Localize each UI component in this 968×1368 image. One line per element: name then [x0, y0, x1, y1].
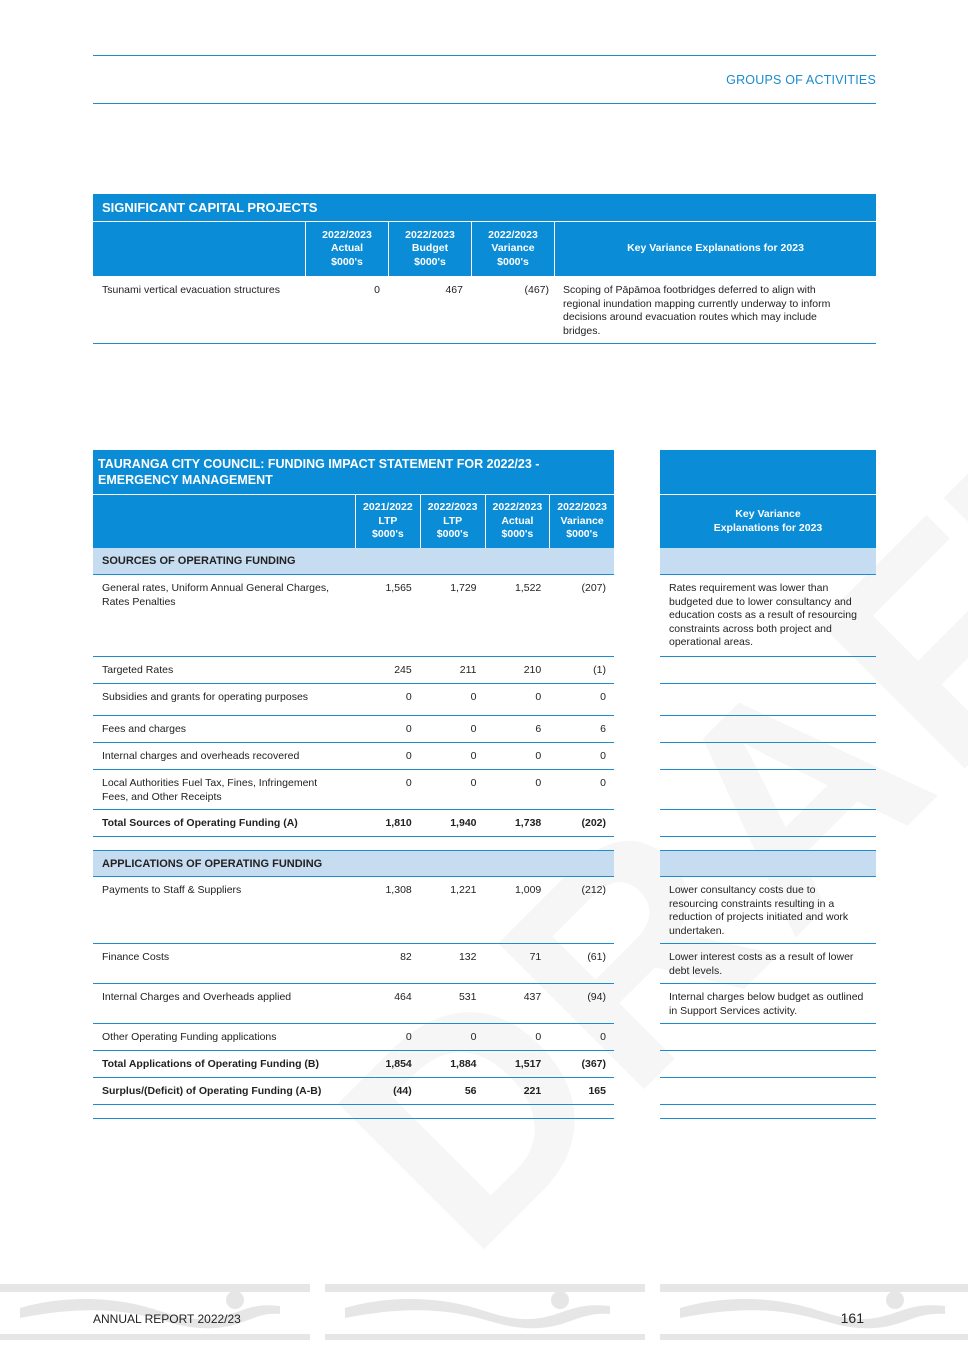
variance-empty: [660, 743, 876, 770]
row-label: Finance Costs: [102, 951, 170, 963]
row-value: 0: [405, 723, 412, 735]
total-applications-row: [93, 1051, 614, 1078]
variance-empty: [660, 716, 876, 743]
row-value: 0: [470, 1031, 477, 1043]
footer-report-title: ANNUAL REPORT 2022/23: [93, 1312, 241, 1326]
side-sources-band: [660, 548, 876, 575]
row-value: 531: [458, 991, 477, 1003]
table-row: [93, 716, 614, 743]
row-value: 0: [600, 691, 606, 703]
header-bottom-rule: [93, 103, 876, 104]
row-value: 0: [470, 750, 477, 762]
table-row: [93, 984, 614, 1024]
row-value: 0: [470, 723, 477, 735]
table-row: [93, 944, 614, 984]
capital-explanation: Scoping of Pāpāmoa footbridges deferred to align with regional inundation mapping currently underway to inform decisions around evacuation routes which may include bridges.: [563, 284, 831, 337]
row-value: 0: [535, 691, 542, 703]
table-row: [93, 276, 876, 344]
row-value: 0: [535, 750, 542, 762]
section-label: GROUPS OF ACTIVITIES: [726, 73, 876, 87]
side-header-top: [660, 450, 876, 494]
row-value: 211: [459, 664, 477, 676]
capital-header-budget: 2022/2023 Budget $000's: [388, 222, 471, 276]
row-value: 1,884: [450, 1058, 477, 1070]
row-value: 165: [588, 1085, 606, 1097]
row-value: 245: [394, 664, 412, 676]
row-label: Local Authorities Fuel Tax, Fines, Infringement Fees, and Other Receipts: [102, 777, 318, 803]
row-label: Internal charges and overheads recovered: [102, 750, 300, 762]
row-label: Payments to Staff & Suppliers: [102, 884, 242, 896]
side-header: Key Variance Explanations for 2023: [660, 494, 876, 548]
row-value: 1,517: [514, 1058, 542, 1070]
header-top-rule: [93, 55, 876, 56]
row-value: 221: [523, 1085, 542, 1097]
table-row: [93, 575, 614, 657]
fis-header-variance: 2022/2023 Variance $000's: [549, 495, 614, 548]
capital-budget: 467: [445, 284, 463, 296]
fis-header-ltp-2223: 2022/2023 LTP $000's: [420, 495, 485, 548]
row-value: 1,810: [385, 817, 412, 829]
variance-empty: [660, 810, 876, 837]
capital-project-name: Tsunami vertical evacuation structures: [102, 284, 280, 296]
variance-empty: [660, 770, 876, 810]
row-value: 82: [400, 951, 412, 963]
row-value: 1,729: [450, 582, 477, 594]
variance-explanations-table: [660, 450, 876, 1119]
variance-internal-charges: Internal charges below budget as outlined in Support Services activity.: [660, 984, 876, 1024]
row-label: Targeted Rates: [102, 664, 174, 676]
row-value: (94): [587, 991, 606, 1003]
capital-header-variance: 2022/2023 Variance $000's: [471, 222, 554, 276]
row-value: 1,565: [385, 582, 412, 594]
variance-empty: [660, 684, 876, 716]
row-value: 56: [464, 1085, 477, 1097]
fis-header-ltp-2122: 2021/2022 LTP $000's: [355, 495, 420, 548]
row-value: (207): [581, 582, 606, 594]
row-value: 0: [470, 691, 477, 703]
row-value: 6: [600, 723, 606, 735]
table-end-rule: [93, 1105, 614, 1119]
row-label: Surplus/(Deficit) of Operating Funding (A-B): [102, 1085, 322, 1097]
funding-impact-statement-table: [93, 450, 614, 1119]
row-value: 1,009: [514, 884, 542, 896]
capital-table-title: SIGNIFICANT CAPITAL PROJECTS: [93, 194, 876, 221]
row-label: General rates, Uniform Annual General Charges, Rates Penalties: [102, 582, 330, 608]
row-value: 437: [523, 991, 542, 1003]
row-value: (44): [393, 1085, 412, 1097]
row-value: 210: [523, 664, 542, 676]
row-label: Total Sources of Operating Funding (A): [102, 817, 298, 829]
row-value: 132: [458, 951, 477, 963]
row-value: 0: [535, 1031, 542, 1043]
row-label: Fees and charges: [102, 723, 187, 735]
row-label: Total Applications of Operating Funding (B): [102, 1058, 319, 1070]
row-label: Subsidies and grants for operating purposes: [102, 691, 309, 703]
table-row: [93, 657, 614, 684]
fis-title: TAURANGA CITY COUNCIL: FUNDING IMPACT STATEMENT FOR 2022/23 - EMERGENCY MANAGEMENT: [93, 450, 614, 494]
capital-actual: 0: [374, 284, 380, 296]
row-value: 0: [470, 777, 477, 789]
applications-heading: APPLICATIONS OF OPERATING FUNDING: [93, 850, 614, 877]
row-value: 6: [535, 723, 542, 735]
row-value: 0: [405, 750, 412, 762]
row-value: 1,738: [514, 817, 542, 829]
side-end-rule: [660, 1105, 876, 1119]
variance-empty: [660, 1024, 876, 1051]
row-value: 1,522: [514, 582, 542, 594]
row-label: Internal Charges and Overheads applied: [102, 991, 292, 1003]
variance-finance-costs: Lower interest costs as a result of lower debt levels.: [660, 944, 876, 984]
table-row: [93, 770, 614, 810]
row-value: 0: [405, 691, 412, 703]
row-value: 1,940: [450, 817, 477, 829]
variance-general-rates: Rates requirement was lower than budgeted due to lower consultancy and education costs as a result of resourcing constraints across both project and operational areas.: [660, 575, 876, 657]
capital-header-actual: 2022/2023 Actual $000's: [305, 222, 388, 276]
spacer: [93, 837, 614, 850]
row-value: 0: [405, 777, 412, 789]
capital-table-header: [93, 221, 876, 276]
row-value: 1,221: [450, 884, 477, 896]
capital-variance: (467): [524, 284, 549, 296]
row-value: 71: [529, 951, 542, 963]
table-row: [93, 1024, 614, 1051]
table-row: [93, 743, 614, 770]
fis-header: [93, 494, 614, 548]
fis-header-actual: 2022/2023 Actual $000's: [485, 495, 550, 548]
row-value: (212): [581, 884, 606, 896]
surplus-row: [93, 1078, 614, 1105]
variance-empty: [660, 657, 876, 684]
total-sources-row: [93, 810, 614, 837]
row-label: Other Operating Funding applications: [102, 1031, 277, 1043]
page-number: 161: [840, 1310, 864, 1326]
row-value: (202): [581, 817, 606, 829]
row-value: 1,854: [385, 1058, 412, 1070]
row-value: (367): [581, 1058, 606, 1070]
table-row: [93, 877, 614, 944]
row-value: 0: [535, 777, 542, 789]
variance-staff-suppliers: Lower consultancy costs due to resourcing constraints resulting in a reduction of projects initiated and work undertaken.: [660, 877, 876, 944]
row-value: 0: [600, 777, 606, 789]
row-value: (1): [593, 664, 606, 676]
capital-projects-table: [93, 194, 876, 344]
variance-empty: [660, 1051, 876, 1078]
fis-header-blank: [93, 495, 355, 548]
row-value: (61): [587, 951, 606, 963]
row-value: 0: [600, 750, 606, 762]
spacer: [660, 837, 876, 850]
row-value: 0: [600, 1031, 606, 1043]
capital-header-blank: [93, 222, 305, 276]
table-row: [93, 684, 614, 716]
capital-header-explanation: Key Variance Explanations for 2023: [554, 222, 876, 276]
row-value: 0: [405, 1031, 412, 1043]
row-value: 1,308: [385, 884, 412, 896]
row-value: 464: [394, 991, 412, 1003]
side-applications-band: [660, 850, 876, 877]
sources-heading: SOURCES OF OPERATING FUNDING: [93, 548, 614, 575]
variance-empty: [660, 1078, 876, 1105]
